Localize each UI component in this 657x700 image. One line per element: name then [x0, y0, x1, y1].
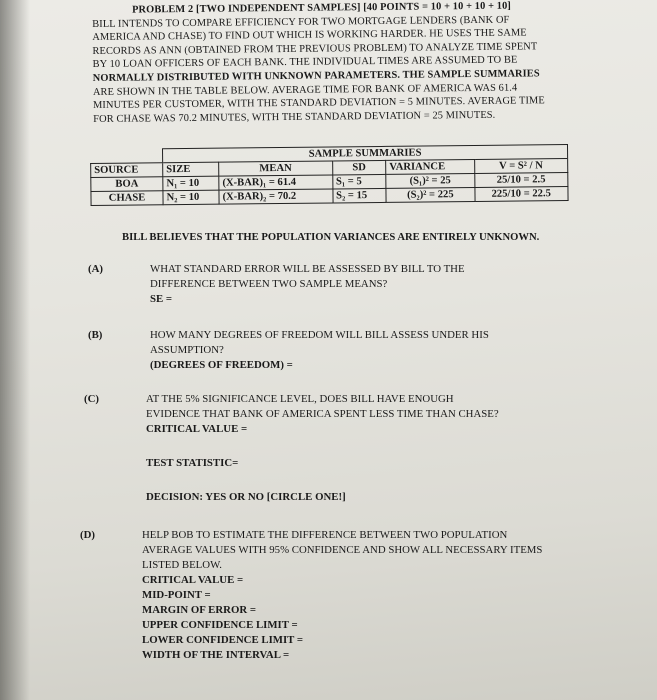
- column-header: VARIANCE: [386, 159, 475, 174]
- answer-prompt: UPPER CONFIDENCE LIMIT =: [142, 619, 298, 631]
- question-body: [146, 392, 616, 505]
- table-cell: (X-BAR)₁ = 61.4: [219, 175, 333, 190]
- question-letter: (B): [88, 329, 103, 341]
- column-header: SIZE: [163, 162, 219, 177]
- column-header: SD: [332, 160, 386, 175]
- table-cell: (S₂)² = 225: [386, 187, 475, 202]
- question-letter: (A): [88, 263, 103, 275]
- question-line: DIFFERENCE BETWEEN TWO SAMPLE MEANS?: [150, 278, 388, 290]
- question-letter: (D): [80, 529, 95, 541]
- question-line: AT THE 5% SIGNIFICANCE LEVEL, DOES BILL HAVE ENOUGH: [146, 393, 454, 405]
- intro-line: BILL INTENDS TO COMPARE EFFICIENCY FOR TWO MORTGAGE LENDERS (BANK OF: [92, 14, 510, 30]
- question-line: LISTED BELOW.: [142, 559, 222, 571]
- column-header: SOURCE: [91, 163, 163, 178]
- answer-prompt: LOWER CONFIDENCE LIMIT =: [142, 634, 304, 646]
- variance-assumption-note: BILL BELIEVES THAT THE POPULATION VARIANCES ARE ENTIRELY UNKNOWN.: [122, 232, 540, 243]
- answer-prompt: CRITICAL VALUE =: [146, 423, 248, 435]
- question-body: [150, 328, 620, 373]
- page-edge-shadow: [0, 0, 30, 700]
- intro-line: ARE SHOWN IN THE TABLE BELOW. AVERAGE TIME FOR BANK OF AMERICA WAS 61.4: [92, 82, 518, 98]
- table-caption: SAMPLE SUMMARIES: [163, 144, 568, 162]
- decision-prompt: DECISION: YES OR NO [CIRCLE ONE!]: [146, 491, 346, 503]
- problem-title: PROBLEM 2 [TWO INDEPENDENT SAMPLES] [40 POINTS = 10 + 10 + 10 + 10]: [132, 0, 511, 16]
- question-line: HELP BOB TO ESTIMATE THE DIFFERENCE BETWEEN TWO POPULATION: [142, 529, 508, 541]
- table-cell: S₂ = 15: [333, 188, 387, 203]
- column-header: V = S² / N: [474, 158, 568, 173]
- answer-prompt: CRITICAL VALUE =: [142, 574, 244, 586]
- intro-line: MINUTES PER CUSTOMER, WITH THE STANDARD DEVIATION = 5 MINUTES. AVERAGE TIME: [93, 95, 545, 112]
- table-cell: BOA: [91, 177, 163, 192]
- intro-line: NORMALLY DISTRIBUTED WITH UNKNOWN PARAMETERS. THE SAMPLE SUMMARIES: [92, 68, 540, 84]
- table-cell: N₂ = 10: [163, 190, 219, 205]
- test-statistic-prompt: TEST STATISTIC=: [146, 457, 239, 469]
- answer-prompt: WIDTH OF THE INTERVAL =: [142, 649, 290, 661]
- question-line: HOW MANY DEGREES OF FREEDOM WILL BILL ASSESS UNDER HIS: [150, 329, 489, 341]
- column-header: MEAN: [219, 161, 333, 176]
- answer-prompt: (DEGREES OF FREEDOM) =: [150, 359, 293, 371]
- table-cell: 225/10 = 22.5: [474, 186, 568, 201]
- intro-line: FOR CHASE WAS 70.2 MINUTES, WITH THE STANDARD DEVIATION = 25 MINUTES.: [93, 109, 496, 125]
- question-letter: (C): [84, 393, 99, 405]
- question-line: WHAT STANDARD ERROR WILL BE ASSESSED BY BILL TO THE: [150, 263, 465, 275]
- question-line: AVERAGE VALUES WITH 95% CONFIDENCE AND SHOW ALL NECESSARY ITEMS: [142, 544, 543, 556]
- table-cell: CHASE: [91, 191, 163, 206]
- table-cell: S₁ = 5: [332, 174, 386, 189]
- question-line: EVIDENCE THAT BANK OF AMERICA SPENT LESS TIME THAN CHASE?: [146, 408, 499, 420]
- sample-summaries-table: [90, 144, 569, 206]
- answer-prompt: SE =: [150, 293, 173, 305]
- table-cell: N₁ = 10: [163, 176, 219, 191]
- table-cell: 25/10 = 2.5: [474, 172, 568, 187]
- question-line: ASSUMPTION?: [150, 344, 224, 356]
- intro-line: BY 10 LOAN OFFICERS OF EACH BANK. THE INDIVIDUAL TIMES ARE ASSUMED TO BE: [92, 54, 518, 71]
- question-body: [150, 262, 620, 307]
- answer-prompt: MID-POINT =: [142, 589, 211, 601]
- table-cell: (S₁)² = 25: [386, 173, 475, 188]
- intro-line: AMERICA AND CHASE) TO FIND OUT WHICH IS WORKING HARDER. HE USES THE SAME: [92, 27, 527, 44]
- problem-intro: [92, 0, 593, 126]
- table-cell: (X-BAR)₂ = 70.2: [219, 189, 333, 204]
- question-body: [142, 528, 642, 663]
- intro-line: RECORDS AS ANN (OBTAINED FROM THE PREVIOUS PROBLEM) TO ANALYZE TIME SPENT: [92, 41, 538, 57]
- answer-prompt: MARGIN OF ERROR =: [142, 604, 257, 616]
